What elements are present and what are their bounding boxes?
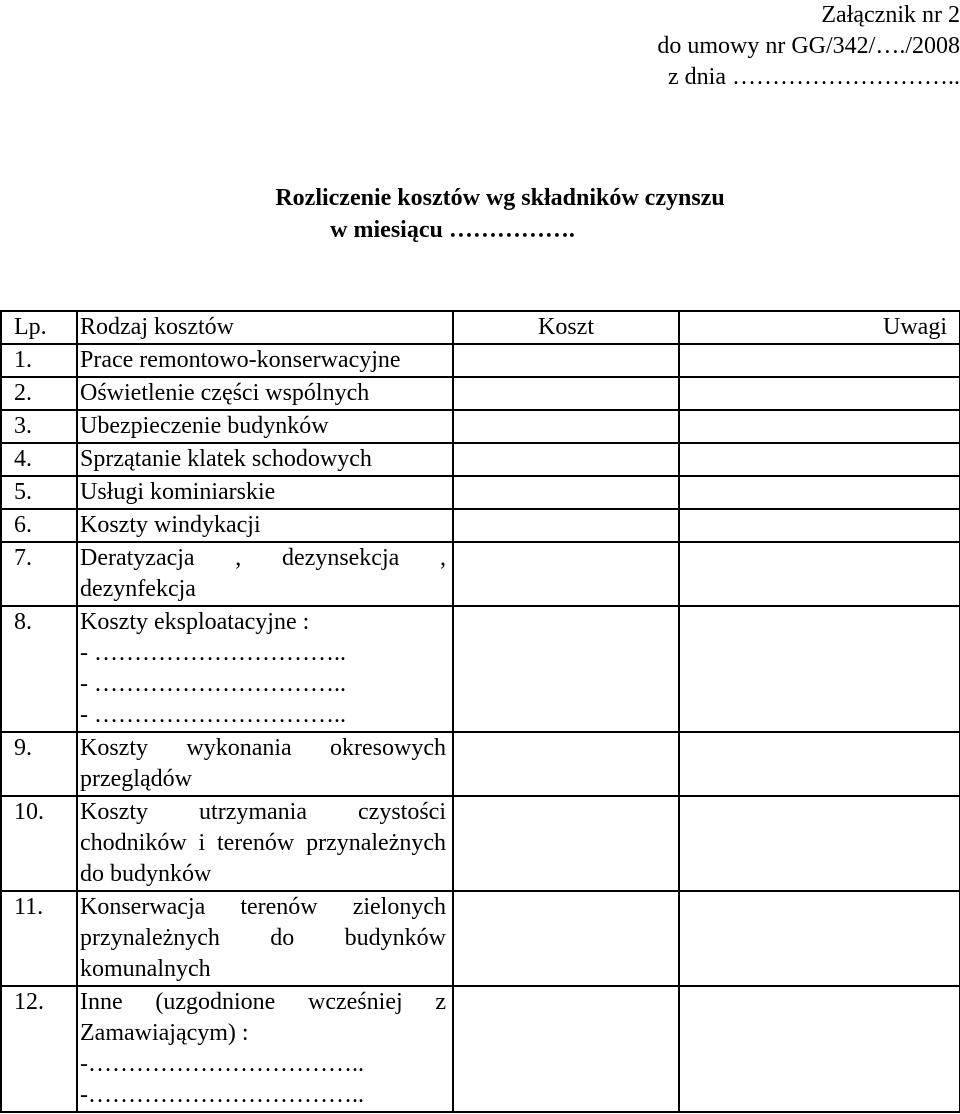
header-cost: Koszt <box>453 311 679 344</box>
table-row <box>1 732 960 796</box>
table-row <box>1 606 960 732</box>
row-number: 10. <box>1 796 77 891</box>
cost-type-label: Konserwacja terenów zielonych przynależnych do budynków komunalnych <box>80 894 446 982</box>
notes-cell[interactable] <box>679 476 960 509</box>
cost-type-cell <box>77 606 453 732</box>
cost-cell[interactable] <box>453 732 679 796</box>
sub-item-blank: -…………………………….. <box>80 1082 364 1108</box>
table-row <box>1 443 960 476</box>
sub-item-blank: -…………………………….. <box>80 1051 364 1077</box>
notes-cell[interactable] <box>679 377 960 410</box>
cost-cell[interactable] <box>453 377 679 410</box>
cost-type-cell <box>77 986 453 1112</box>
cost-type-label: Inne (uzgodnione wcześniej z Zamawiającym) : <box>80 989 446 1046</box>
document-title <box>0 182 960 246</box>
header-notes: Uwagi <box>679 311 960 344</box>
table-row <box>1 410 960 443</box>
cost-type-cell <box>77 443 453 476</box>
cost-type-cell <box>77 796 453 891</box>
row-number: 2. <box>1 377 77 410</box>
row-number: 5. <box>1 476 77 509</box>
cost-type-label: Oświetlenie części wspólnych <box>80 380 370 406</box>
cost-type-label: Koszty wykonania okresowych przeglądów <box>80 735 446 792</box>
notes-cell[interactable] <box>679 410 960 443</box>
table-header-row <box>1 311 960 344</box>
cost-type-cell <box>77 410 453 443</box>
cost-cell[interactable] <box>453 542 679 606</box>
cost-cell[interactable] <box>453 344 679 377</box>
header-lp: Lp. <box>1 311 77 344</box>
cost-type-label: Usługi kominiarskie <box>80 479 276 505</box>
row-number: 1. <box>1 344 77 377</box>
notes-cell[interactable] <box>679 891 960 986</box>
row-number: 11. <box>1 891 77 986</box>
cost-cell[interactable] <box>453 891 679 986</box>
cost-cell[interactable] <box>453 606 679 732</box>
notes-cell[interactable] <box>679 732 960 796</box>
sub-item-blank: - ………………………….. <box>80 640 346 666</box>
cost-type-cell <box>77 542 453 606</box>
notes-cell[interactable] <box>679 542 960 606</box>
sub-item-blank: - ………………………….. <box>80 671 346 697</box>
table-row <box>1 344 960 377</box>
row-number: 4. <box>1 443 77 476</box>
header-cost-type: Rodzaj kosztów <box>77 311 453 344</box>
cost-type-label: Ubezpieczenie budynków <box>80 413 329 439</box>
notes-cell[interactable] <box>679 796 960 891</box>
table-row <box>1 542 960 606</box>
cost-cell[interactable] <box>453 476 679 509</box>
attachment-note <box>657 0 960 93</box>
cost-type-cell <box>77 891 453 986</box>
cost-type-label: Koszty eksploatacyjne : <box>80 609 310 635</box>
notes-cell[interactable] <box>679 986 960 1112</box>
table-row <box>1 377 960 410</box>
notes-cell[interactable] <box>679 606 960 732</box>
cost-type-label: Deratyzacja , dezynsekcja , dezynfekcja <box>80 545 446 602</box>
contract-reference: do umowy nr GG/342/…./2008 <box>657 33 960 59</box>
cost-cell[interactable] <box>453 509 679 542</box>
cost-cell[interactable] <box>453 443 679 476</box>
cost-type-label: Koszty utrzymania czystości chodników i terenów przynależnych do budynków <box>80 799 446 887</box>
title-line: Rozliczenie kosztów wg składników czynszu <box>275 185 725 211</box>
row-number: 3. <box>1 410 77 443</box>
row-number: 9. <box>1 732 77 796</box>
cost-type-cell <box>77 476 453 509</box>
cost-type-cell <box>77 732 453 796</box>
notes-cell[interactable] <box>679 443 960 476</box>
attachment-number: Załącznik nr 2 <box>821 2 960 28</box>
cost-cell[interactable] <box>453 796 679 891</box>
table-row <box>1 986 960 1112</box>
table-row <box>1 891 960 986</box>
cost-cell[interactable] <box>453 410 679 443</box>
row-number: 7. <box>1 542 77 606</box>
cost-type-cell <box>77 377 453 410</box>
contract-date: z dnia ……………………….. <box>668 64 960 90</box>
cost-type-label: Koszty windykacji <box>80 512 261 538</box>
cost-cell[interactable] <box>453 986 679 1112</box>
row-number: 12. <box>1 986 77 1112</box>
row-number: 6. <box>1 509 77 542</box>
cost-table <box>0 310 960 1113</box>
cost-type-label: Prace remontowo-konserwacyjne <box>80 347 401 373</box>
notes-cell[interactable] <box>679 509 960 542</box>
table-row <box>1 476 960 509</box>
table-row <box>1 509 960 542</box>
notes-cell[interactable] <box>679 344 960 377</box>
cost-type-cell <box>77 344 453 377</box>
table-row <box>1 796 960 891</box>
row-number: 8. <box>1 606 77 732</box>
title-month-line: w miesiącu ……………. <box>330 217 575 243</box>
cost-type-label: Sprzątanie klatek schodowych <box>80 446 372 472</box>
cost-type-cell <box>77 509 453 542</box>
sub-item-blank: - ………………………….. <box>80 702 346 728</box>
